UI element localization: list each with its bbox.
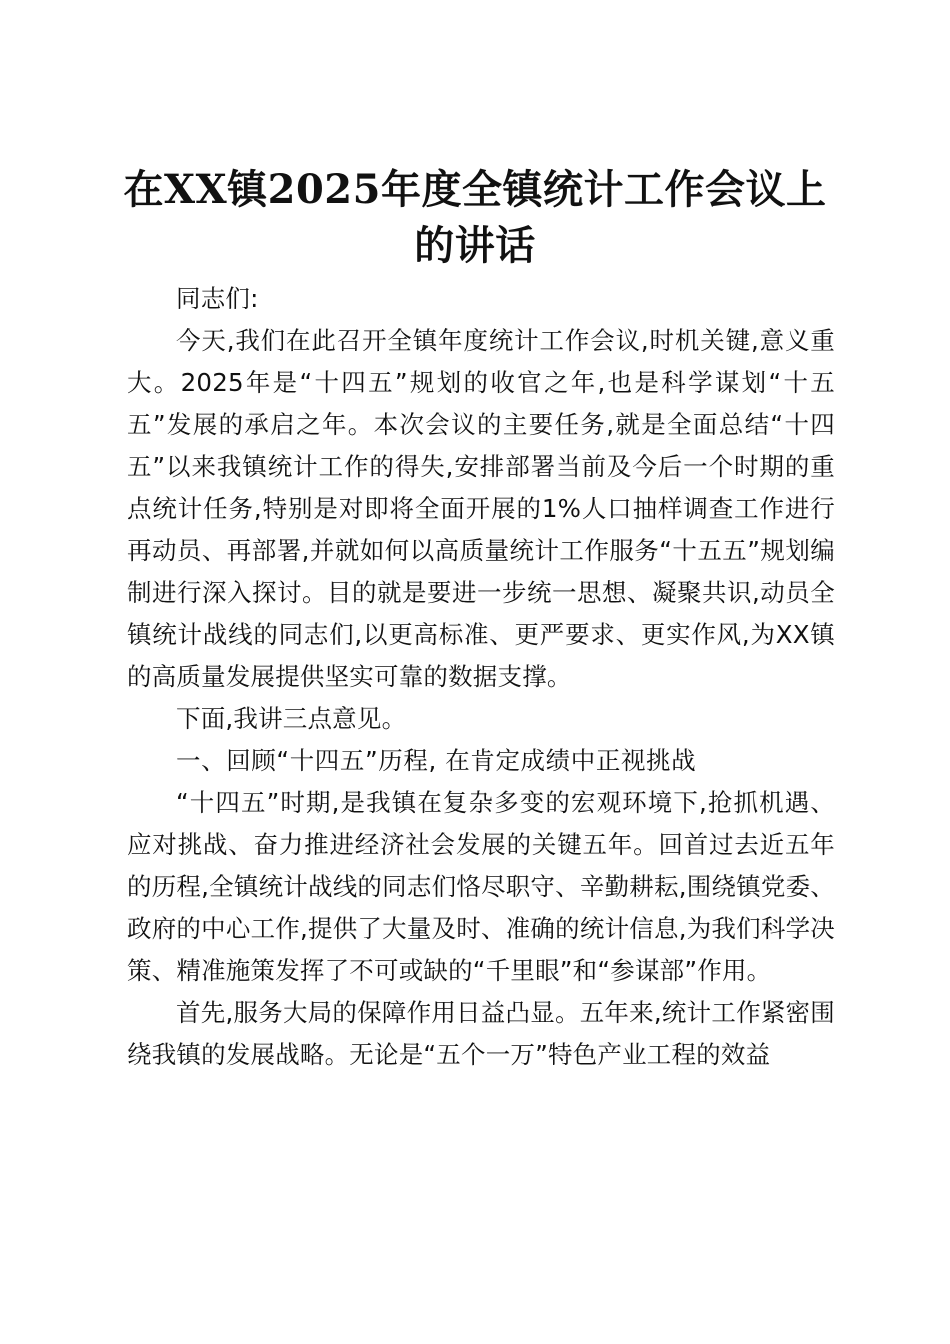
document-body	[127, 278, 835, 1076]
salutation: 同志们:	[176, 284, 259, 313]
document-title: 在XX镇2025年度全镇统计工作会议上的讲话	[123, 166, 827, 269]
paragraph-transition: 下面,我讲三点意见。	[176, 704, 407, 733]
paragraph-first-point: 首先,服务大局的保障作用日益凸显。五年来,统计工作紧密围绕我镇的发展战略。无论是“五个一万”特色产业工程的效益	[127, 998, 835, 1069]
paragraph-review: “十四五”时期,是我镇在复杂多变的宏观环境下,抢抓机遇、应对挑战、奋力推进经济社会发展的关键五年。回首过去近五年的历程,全镇统计战线的同志们恪尽职守、辛勤耕耘,围绕镇党委、政府的中心工作,提供了大量及时、准确的统计信息,为我们科学决策、精准施策发挥了不可或缺的“千里眼”和“参谋部”作用。	[127, 788, 835, 985]
section-heading-1: 一、回顾“十四五”历程, 在肯定成绩中正视挑战	[176, 746, 697, 775]
paragraph-intro: 今天,我们在此召开全镇年度统计工作会议,时机关键,意义重大。2025年是“十四五”规划的收官之年,也是科学谋划“十五五”发展的承启之年。本次会议的主要任务,就是全面总结“十四五”以来我镇统计工作的得失,安排部署当前及今后一个时期的重点统计任务,特别是对即将全面开展的1%人口抽样调查工作进行再动员、再部署,并就如何以高质量统计工作服务“十五五”规划编制进行深入探讨。目的就是要进一步统一思想、凝聚共识,动员全镇统计战线的同志们,以更高标准、更严要求、更实作风,为XX镇的高质量发展提供坚实可靠的数据支撑。	[127, 326, 835, 691]
